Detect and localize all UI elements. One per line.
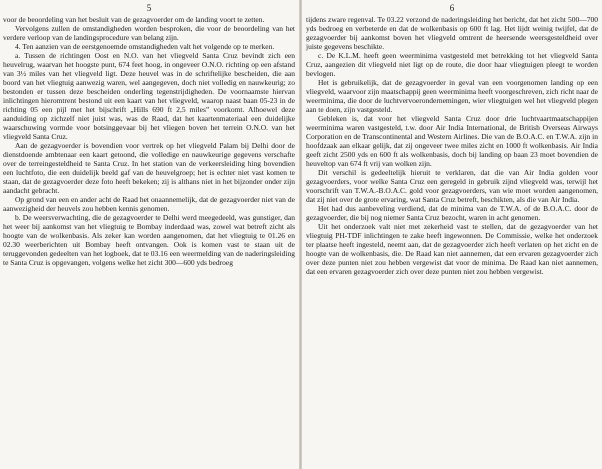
paragraph: Op grond van een en ander acht de Raad het onaannemelijk, dat de gezagvoerder niet van de aanwezigheid der heuvels zou hebben kennis genomen. — [3, 195, 295, 213]
paragraph: Dit verschil is gedeeltelijk hieruit te verklaren, dat die van Air India golden voor gezagvoerders, voor welke Santa Cruz een geregeld in gebruik zijnd vliegveld was, terwijl het voorschrift van T.W.A.-B.O.A.C. gold voor gezagvoerders, van wie moet worden aangenomen, dat zij niet over de grote ervaring, wat Santa Cruz betreft, beschikten, als die van Air India. — [306, 168, 598, 204]
paragraph: Het had dus aanbeveling verdiend, dat de minima van de T.W.A. of de B.O.A.C. door de gezagvoerder, die bij nog niemer Santa Cruz bezocht, waren in acht genomen. — [306, 204, 598, 222]
paragraph: tijdens zware regenval. Te 03.22 verzond de naderingsleiding het bericht, dat het zicht 500—700 yds bedroeg en verbeterde en dat de wolkenbasis op 600 ft lag. Het lijdt weinig twijfel, dat de gezagvoerder bij aankomst boven het vliegveld omtrent de heersende weersgesteldheid over juiste gegevens beschikte. — [306, 15, 598, 51]
paragraph: b. De weersverwachting, die de gezagvoerder te Delhi werd meegedeeld, was gunstiger, dan het weer bij aankomst van het vliegtuig te Bombay inderdaad was, zowel wat betreft zicht als hoogte van de wolkenbasis. Als zeker kan worden aangenomen, dat het vliegtuig te 01.26 en 02.30 weerberichten uit Bombay heeft ontvangen. Ook is komen vast te staan uit de teruggevonden gedeelten van het logboek, dat te 03.16 een weermelding van de naderingsleiding te Santa Cruz is opgevangen, volgens welke het zicht 300—600 yds bedroeg — [3, 213, 295, 267]
page-gutter — [299, 0, 302, 469]
paragraph: Gebleken is, dat voor het vliegveld Santa Cruz door drie luchtvaartmaatschappijen weerminima waren vastgesteld, t.w. door Air India International, de British Overseas Airways Corporation en de Transcontinental and Western Airlines. Die van de B.O.A.C. en T.W.A. zijn in hoofdzaak aan elkaar gelijk, dat zij ongeveer twee miles zicht en 1000 ft wolkenbasis. Air India geeft zicht 2500 yds en 600 ft als wolkenbasis, doch bij landing op baan 23 moet bovendien de heuveltop van 674 ft vrij van wolken zijn. — [306, 114, 598, 168]
paragraph: Uit het onderzoek valt niet met zekerheid vast te stellen, dat de gezagvoerder van het vliegtuig PH-TDF inlichtingen te zake heeft ingewonnen. De Commissie, welke het onderzoek ter plaatse heeft ingesteld, neemt aan, dat de gezagvoerder zich heeft verlaten op het zicht en de hoogte van de wolkenbasis, die. De Raad kan niet aannemen, dat een ervaren gezagvoerder zich over deze punten niet zou hebben vergewist dat voor de minima. De Raad kan niet aannemen, dat een ervaren gezagvoerder zich over deze punten niet zou hebben vergewist. — [306, 222, 598, 276]
paragraph: Vervolgens zullen de omstandigheden worden besproken, die voor de beoordeling van het verdere verloop van de landingsprocedure van belang zijn. — [3, 24, 295, 42]
page-number: 6 — [449, 3, 455, 13]
paragraph: 4. Ten aanzien van de eerstgenoemde omstandigheden valt het volgende op te merken. — [15, 42, 275, 51]
paragraph: Het is gebruikelijk, dat de gezagvoerder in geval van een voorgenomen landing op een vliegveld, waarvoor zijn maatschappij geen weerminima heeft voorgeschreven, zich richt naar de weerminima, die door de luchtvervoerondernemingen, wier vliegtuigen wel het vliegveld plegen aan te doen, zijn vastgesteld. — [306, 78, 598, 114]
paragraph: Aan de gezagvoerder is bovendien voor vertrek op het vliegveld Palam bij Delhi door de dienstdoende ambtenaar een kaart getoond, die volledige en nauwkeurige gegevens verschafte over de terreingesteldheid te Santa Cruz. In het station van de verkeersleiding hing bovendien een luchtfoto, die een duidelijk beeld gaf van de heuvelgroep; het is echter niet vast komen te staan, dat de gezagvoerder deze foto heeft bekeken; zij is althans niet in het bijzonder onder zijn aandacht gebracht. — [3, 141, 295, 195]
paragraph: voor de beoordeling van het besluit van de gezagvoerder om de landing voort te zetten. — [3, 15, 265, 24]
paragraph: c. De K.L.M. heeft geen weerminima vastgesteld met betrekking tot het vliegveld Santa Cruz, aangezien dit vliegveld niet ligt op de route, die door haar vliegtuigen pleegt te worden bevlogen. — [306, 51, 598, 78]
left-page — [3, 0, 295, 469]
paragraph: a. Tussen de richtingen Oost en N.O. van het vliegveld Santa Cruz bevindt zich een heuvelrug, waarvan het hoogste punt, 674 feet hoog, in ongeveer O.N.O. richting op een afstand van 3½ miles van het vliegveld ligt. Deze heuvel was in de schriftelijke bescheiden, die aan boord van het vliegtuig aanwezig waren, wel aangegeven, doch niet volledig en nauwkeurig; zo bestonden er tussen deze bescheiden onderling tegenstrijdigheden. De voornaamste hiervan inlichtingen hieromtrent bestond uit een kaart van het vliegveld, waarop naast baan 05-23 in de richting 05 een pijl met het bijschrift „Hills 690 ft 2,5 miles” voorkomt. Alhoewel deze aanduiding op zichzelf niet juist was, was de Raad, dat het kaartenmateriaal een duidelijke waarschuwing vormde voor botsinggevaar bij het vliegen boven het terrein O.N.O. van het vliegveld Santa Cruz. — [3, 51, 295, 141]
page-number: 5 — [146, 3, 152, 13]
right-page — [306, 0, 598, 469]
